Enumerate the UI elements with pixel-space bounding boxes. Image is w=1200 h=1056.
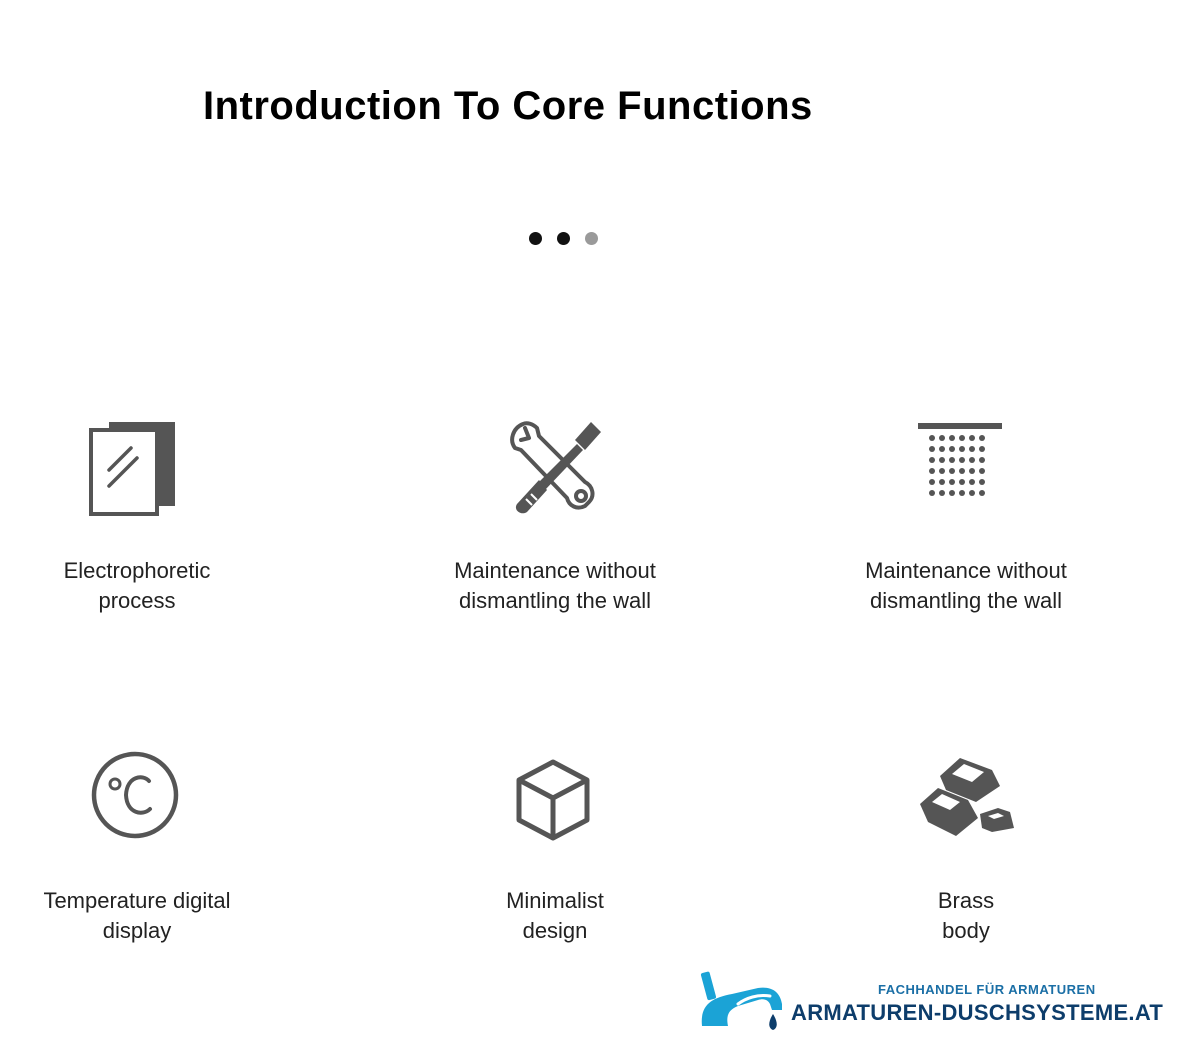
- wrench-screwdriver-icon: [505, 420, 605, 520]
- cube-icon: [505, 750, 605, 850]
- page-title: Introduction To Core Functions: [203, 84, 813, 128]
- glass-panel-icon: [87, 420, 187, 520]
- logo-tagline: FACHHANDEL FÜR ARMATUREN: [878, 982, 1096, 997]
- carousel-pagination: [529, 231, 598, 245]
- faucet-logo-icon: [698, 970, 788, 1036]
- celsius-thermometer-icon: [87, 750, 187, 850]
- carousel-dot-3[interactable]: [585, 232, 598, 245]
- feature-label: Temperature digital display: [43, 888, 231, 943]
- logo-brand: ARMATUREN-DUSCHSYSTEME.AT: [791, 1000, 1164, 1025]
- feature-label: Maintenance without dismantling the wall: [454, 558, 656, 613]
- feature-label: Brass body: [937, 888, 995, 943]
- brass-bars-icon: [916, 750, 1016, 850]
- carousel-dot-2[interactable]: [557, 232, 570, 245]
- feature-label: Minimalist design: [506, 888, 604, 943]
- feature-label: Electrophoretic process: [63, 558, 211, 613]
- shop-logo[interactable]: [698, 968, 1188, 1040]
- rain-shower-head-icon: [916, 420, 1016, 520]
- feature-label: Maintenance without dismantling the wall: [865, 558, 1067, 613]
- carousel-dot-1[interactable]: [529, 232, 542, 245]
